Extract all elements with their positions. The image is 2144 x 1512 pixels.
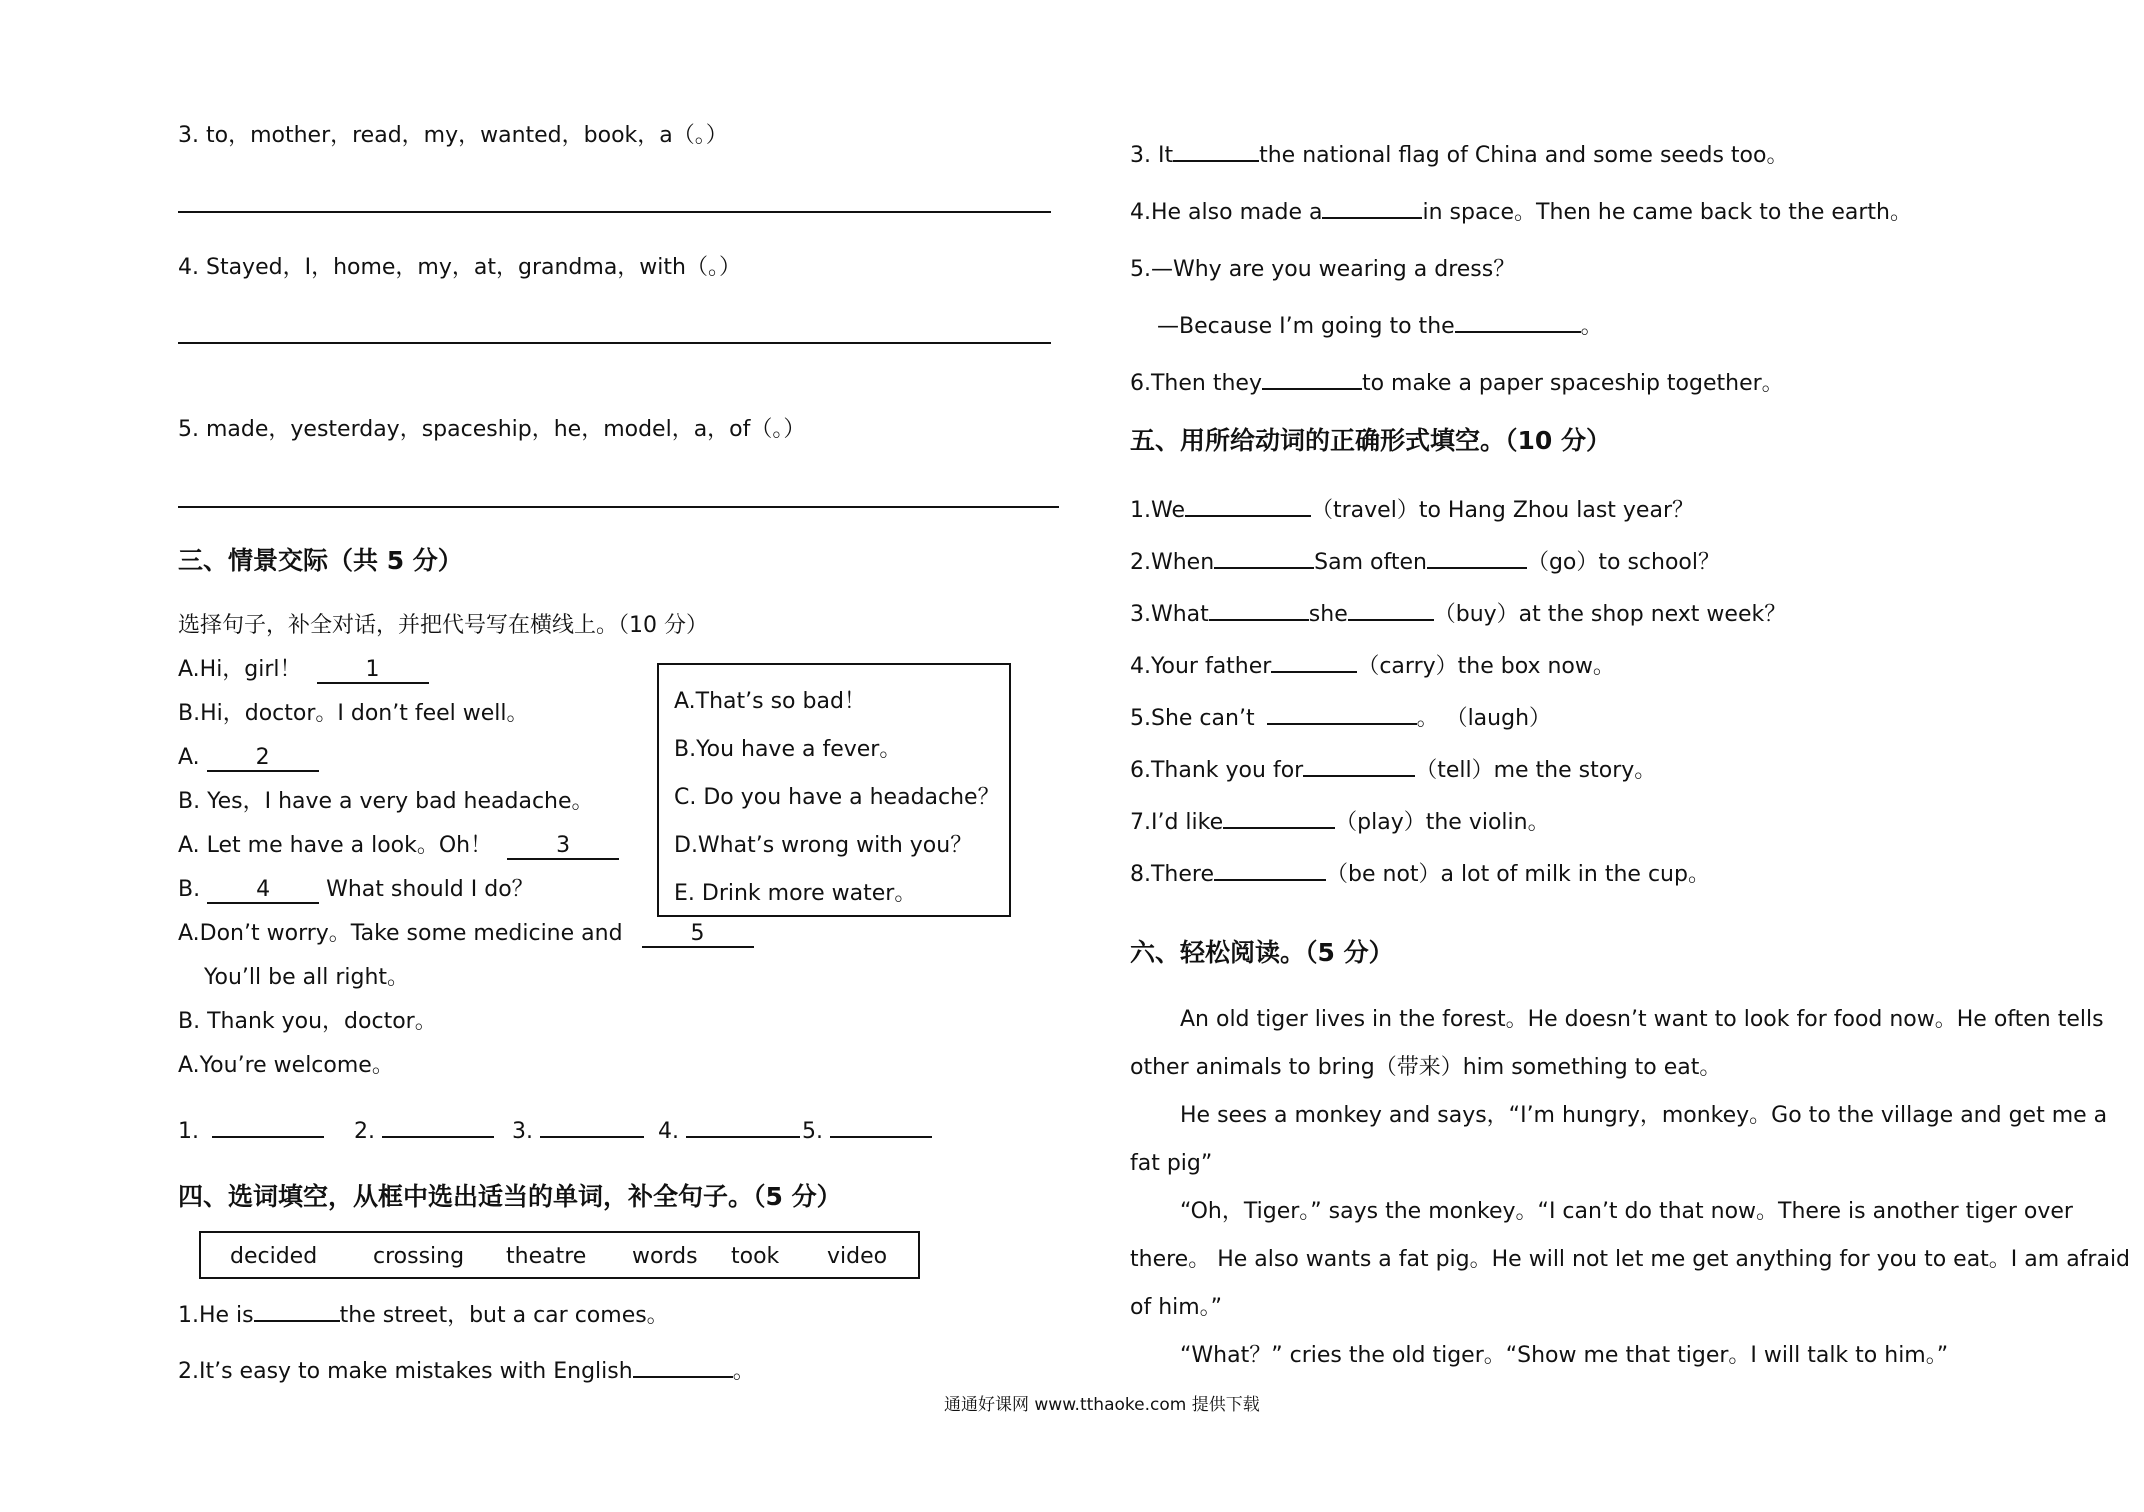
- question-text: 6.Then they: [1130, 371, 1262, 396]
- question-text: 8.There: [1130, 862, 1215, 887]
- verb-q8: [1130, 861, 1710, 889]
- question-text: the street，but a car comes。: [339, 1303, 669, 1328]
- verb-blank-7[interactable]: [1223, 827, 1335, 829]
- right-q3: [1130, 142, 1788, 170]
- verb-q3: [1130, 601, 1786, 629]
- q3-scramble: 3. to，mother，read，my，wanted，book，a（。）: [178, 123, 728, 148]
- question-text: （be not）a lot of milk in the cup。: [1326, 862, 1710, 887]
- right-blank-5[interactable]: [1455, 331, 1581, 333]
- question-text: 。: [732, 1359, 755, 1384]
- question-text: she: [1308, 602, 1348, 627]
- verb-q5: [1130, 705, 1551, 733]
- dialog-text: What should I do？: [326, 877, 534, 902]
- blank-5[interactable]: 5: [642, 922, 754, 948]
- dialog-text: B.: [178, 877, 201, 902]
- question-text: —Because I’m going to the: [1157, 314, 1455, 339]
- question-text: 7.I’d like: [1130, 810, 1224, 835]
- answer-3: [512, 1118, 644, 1146]
- answer-label: 1.: [178, 1119, 199, 1144]
- verb-blank-3a[interactable]: [1209, 619, 1309, 621]
- reading-line-5: “Oh，Tiger。” says the monkey。“I can’t do that now。There is another tiger over: [1180, 1199, 2073, 1224]
- reading-line-2: other animals to bring（带来）him something to eat。: [1130, 1055, 1722, 1080]
- reading-line-8: “What？” cries the old tiger。“Show me that tiger。I will talk to him。”: [1180, 1343, 1949, 1368]
- verb-blank-1[interactable]: [1185, 515, 1311, 517]
- dialog-line-4: B. Yes，I have a very bad headache。: [178, 789, 594, 814]
- verb-q4: [1130, 653, 1615, 681]
- question-text: Sam often: [1314, 550, 1427, 575]
- q4-scramble: 4. Stayed，I，home，my，at，grandma，with（。）: [178, 255, 741, 280]
- dialog-line-1: [178, 656, 429, 684]
- right-q6: [1130, 370, 1784, 398]
- q5-scramble: 5. made，yesterday，spaceship，he，model，a，of（。）: [178, 417, 806, 442]
- dialog-line-2: B.Hi，doctor。I don’t feel well。: [178, 701, 529, 726]
- verb-blank-6[interactable]: [1303, 775, 1415, 777]
- answer-label: 3.: [512, 1119, 533, 1144]
- section3-instruction: 选择句子，补全对话，并把代号写在横线上。（10 分）: [178, 613, 708, 638]
- option-e: E. Drink more water。: [674, 881, 917, 906]
- right-blank-6[interactable]: [1262, 388, 1362, 390]
- answer-blank-3[interactable]: [540, 1136, 644, 1138]
- option-d: D.What’s wrong with you？: [674, 833, 973, 858]
- verb-blank-3b[interactable]: [1348, 619, 1434, 621]
- right-blank-4[interactable]: [1322, 217, 1422, 219]
- question-text: （play）the violin。: [1335, 810, 1550, 835]
- verb-blank-8[interactable]: [1214, 879, 1326, 881]
- answer-blank-4[interactable]: [686, 1136, 800, 1138]
- verb-q1: [1130, 497, 1694, 525]
- question-text: 2.It’s easy to make mistakes with English: [178, 1359, 633, 1384]
- question-text: 3.What: [1130, 602, 1209, 627]
- word-decided: decided: [230, 1244, 318, 1269]
- footer-credit: 通通好课网 www.tthaoke.com 提供下载: [944, 1395, 1260, 1415]
- right-q5a: 5.—Why are you wearing a dress？: [1130, 257, 1516, 282]
- reading-line-6: there。 He also wants a fat pig。He will not let me get anything for you to eat。I am afraid: [1130, 1247, 2131, 1272]
- sec4-q2: [178, 1358, 755, 1386]
- question-text: 2.When: [1130, 550, 1215, 575]
- section4-title: 四、选词填空，从框中选出适当的单词，补全句子。（5 分）: [178, 1182, 842, 1211]
- question-text: 6.Thank you for: [1130, 758, 1304, 783]
- reading-line-3: He sees a monkey and says，“I’m hungry，monkey。Go to the village and get me a: [1180, 1103, 2108, 1128]
- dialog-line-10: A.You’re welcome。: [178, 1053, 394, 1078]
- question-text: in space。Then he came back to the earth。: [1422, 200, 1913, 225]
- dialog-text: A.Hi，girl！: [178, 657, 302, 682]
- reading-line-1: An old tiger lives in the forest。He doesn’t want to look for food now。He often tells: [1180, 1007, 2104, 1032]
- option-b: B.You have a fever。: [674, 737, 902, 762]
- question-text: （tell）me the story。: [1415, 758, 1657, 783]
- section3-title: 三、情景交际（共 5 分）: [178, 546, 463, 575]
- option-c: C. Do you have a headache？: [674, 785, 1000, 810]
- sec4-q1: [178, 1302, 669, 1330]
- question-text: 4.He also made a: [1130, 200, 1323, 225]
- question-text: the national flag of China and some seeds too。: [1259, 143, 1789, 168]
- question-text: （buy）at the shop next week？: [1433, 602, 1787, 627]
- section6-title: 六、轻松阅读。（5 分）: [1130, 938, 1394, 967]
- dialog-line-3: [178, 744, 319, 772]
- question-text: 4.Your father: [1130, 654, 1272, 679]
- question-text: 5.She can’t: [1130, 706, 1255, 731]
- question-text: 1.He is: [178, 1303, 254, 1328]
- word-video: video: [827, 1244, 888, 1269]
- right-q4: [1130, 199, 1912, 227]
- question-text: （carry）the box now。: [1357, 654, 1615, 679]
- sec4-blank-2[interactable]: [633, 1376, 733, 1378]
- word-crossing: crossing: [373, 1244, 465, 1269]
- answer-label: 2.: [354, 1119, 375, 1144]
- dialog-text: A.Don’t worry。Take some medicine and: [178, 921, 623, 946]
- answer-1: [178, 1118, 324, 1146]
- sec4-blank-1[interactable]: [254, 1320, 340, 1322]
- right-blank-3[interactable]: [1173, 160, 1259, 162]
- word-words: words: [632, 1244, 698, 1269]
- answer-line-q5[interactable]: [178, 506, 1059, 508]
- question-text: 3. It: [1130, 143, 1174, 168]
- answer-blank-2[interactable]: [382, 1136, 494, 1138]
- answer-label: 4.: [658, 1119, 679, 1144]
- question-text: to make a paper spaceship together。: [1361, 371, 1784, 396]
- question-text: （travel）to Hang Zhou last year？: [1311, 498, 1694, 523]
- blank-1[interactable]: 1: [317, 658, 429, 684]
- answer-4: [658, 1118, 800, 1146]
- blank-4[interactable]: 4: [207, 878, 319, 904]
- word-took: took: [731, 1244, 780, 1269]
- question-text: （go）to school？: [1526, 550, 1721, 575]
- question-text: 1.We: [1130, 498, 1185, 523]
- dialog-line-8: You’ll be all right。: [204, 965, 410, 990]
- question-text: 。 （laugh）: [1416, 706, 1552, 731]
- verb-blank-2a[interactable]: [1214, 567, 1314, 569]
- verb-q7: [1130, 809, 1550, 837]
- dialog-line-7: [178, 920, 754, 948]
- section5-title: 五、用所给动词的正确形式填空。（10 分）: [1130, 426, 1611, 455]
- answer-blank-1[interactable]: [212, 1136, 324, 1138]
- answer-line-q4[interactable]: [178, 342, 1051, 344]
- blank-2[interactable]: 2: [207, 746, 319, 772]
- dialog-text: A.: [178, 745, 200, 770]
- reading-line-7: of him。”: [1130, 1295, 1223, 1320]
- verb-q6: [1130, 757, 1656, 785]
- right-q5b: [1157, 313, 1603, 341]
- word-theatre: theatre: [506, 1244, 587, 1269]
- reading-line-4: fat pig”: [1130, 1151, 1213, 1176]
- dialog-text: A. Let me have a look。Oh！: [178, 833, 493, 858]
- dialog-line-5: [178, 832, 619, 860]
- option-a: A.That’s so bad！: [674, 689, 866, 714]
- verb-blank-5[interactable]: [1267, 723, 1417, 725]
- answer-2: [354, 1118, 494, 1146]
- verb-blank-4[interactable]: [1271, 671, 1357, 673]
- answer-line-q3[interactable]: [178, 211, 1051, 213]
- dialog-line-6: [178, 876, 534, 904]
- question-text: 。: [1580, 314, 1603, 339]
- verb-q2: [1130, 549, 1720, 577]
- answer-5: [802, 1118, 932, 1146]
- answer-label: 5.: [802, 1119, 823, 1144]
- answer-blank-5[interactable]: [830, 1136, 932, 1138]
- verb-blank-2b[interactable]: [1427, 567, 1527, 569]
- blank-3[interactable]: 3: [507, 834, 619, 860]
- dialog-line-9: B. Thank you，doctor。: [178, 1009, 437, 1034]
